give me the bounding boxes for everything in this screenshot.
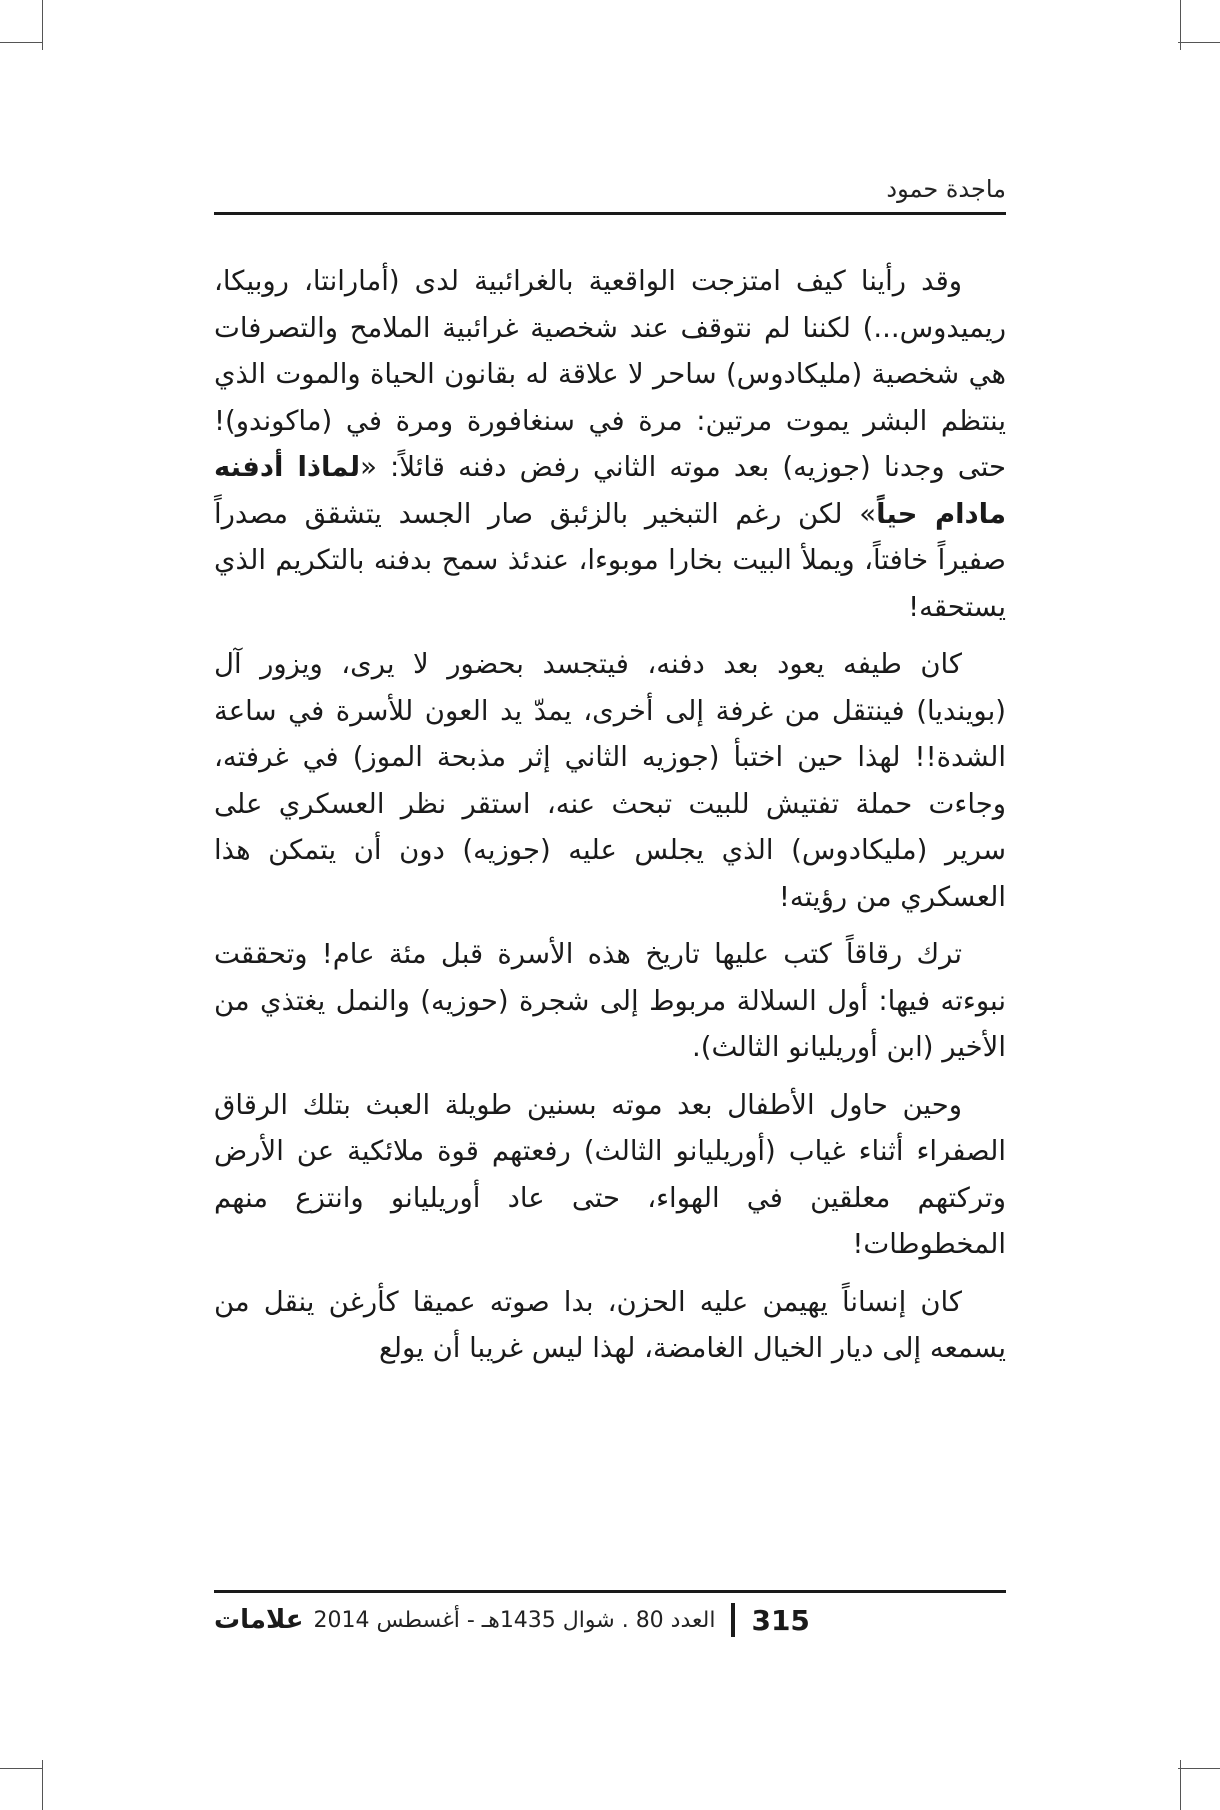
page-header (214, 172, 1006, 215)
author-name: ماجدة حمود (886, 175, 1006, 203)
page-footer (214, 1590, 1006, 1637)
issue-info: العدد 80 . شوال 1435هـ - أغسطس 2014 (313, 1607, 716, 1633)
paragraph: وحين حاول الأطفال بعد موته بسنين طويلة العبث بتلك الرقاق الصفراء أثناء غياب (أوريليانو الثالث) رفعتهم قوة ملائكية عن الأرض وتركتهم معلقين في الهواء، حتى عاد أوريليانو وانتزع منهم المخطوطات! (214, 1088, 1006, 1260)
crop-mark (42, 0, 43, 50)
paragraph: كان طيفه يعود بعد دفنه، فيتجسد بحضور لا يرى، ويزور آل (بوينديا) فينتقل من غرفة إلى أخرى، يمدّ يد العون للأسرة في ساعة الشدة!! لهذا حين اختبأ (جوزيه الثاني إثر مذبحة الموز) في غرفته، وجاءت حملة تفتيش للبيت تبحث عنه، استقر نظر العسكري على سرير (مليكادوس) الذي يجلس عليه (جوزيه) دون أن يتمكن هذا العسكري من رؤيته! (214, 648, 1006, 913)
paragraph: كان إنساناً يهيمن عليه الحزن، بدا صوته عميقا كأرغن ينقل من يسمعه إلى ديار الخيال الغامضة، لهذا ليس غريبا أن يولع (214, 1285, 1006, 1364)
crop-mark (1178, 42, 1220, 43)
crop-mark (0, 42, 42, 43)
footer-rule (214, 1590, 1006, 1593)
paragraph-text: وقد رأينا كيف امتزجت الواقعية بالغرائبية لدى (أمارانتا، روبيكا، ريميدوس...) لكننا لم نتوقف عند شخصية غرائبية الملامح والتصرفات هي شخصية (مليكادوس) ساحر لا علاقة له بقانون الحياة والموت الذي ينتظم البشر يموت مرتين: مرة في سنغافورة ومرة في (ماكوندو)! حتى وجدنا (جوزيه) بعد موته الثاني رفض دفنه قائلاً: « (214, 265, 1007, 483)
bold-quote: لماذا أدفنه مادام حياً (214, 451, 1006, 530)
article-body (214, 258, 1006, 1383)
page-number: 315 (751, 1603, 810, 1637)
footer-separator (731, 1603, 735, 1637)
paragraph (214, 258, 1006, 630)
crop-mark (1178, 1768, 1220, 1769)
paragraph: ترك رقاقاً كتب عليها تاريخ هذه الأسرة قبل مئة عام! وتحققت نبوءته فيها: أول السلالة مربوط إلى شجرة (حوزيه) والنمل يغتذي من الأخير (ابن أوريليانو الثالث). (214, 938, 1006, 1063)
crop-mark (0, 1768, 42, 1769)
crop-mark (42, 1760, 43, 1810)
header-rule (214, 212, 1006, 215)
footer-bar (214, 1603, 1006, 1637)
magazine-logo: علامات (214, 1605, 304, 1635)
paragraph-text: » لكن رغم التبخير بالزئبق صار الجسد يتشقق مصدراً صفيراً خافتاً، ويملأ البيت بخارا موبوءا، عندئذ سمح بدفنه بالتكريم الذي يستحقه! (214, 497, 1006, 623)
